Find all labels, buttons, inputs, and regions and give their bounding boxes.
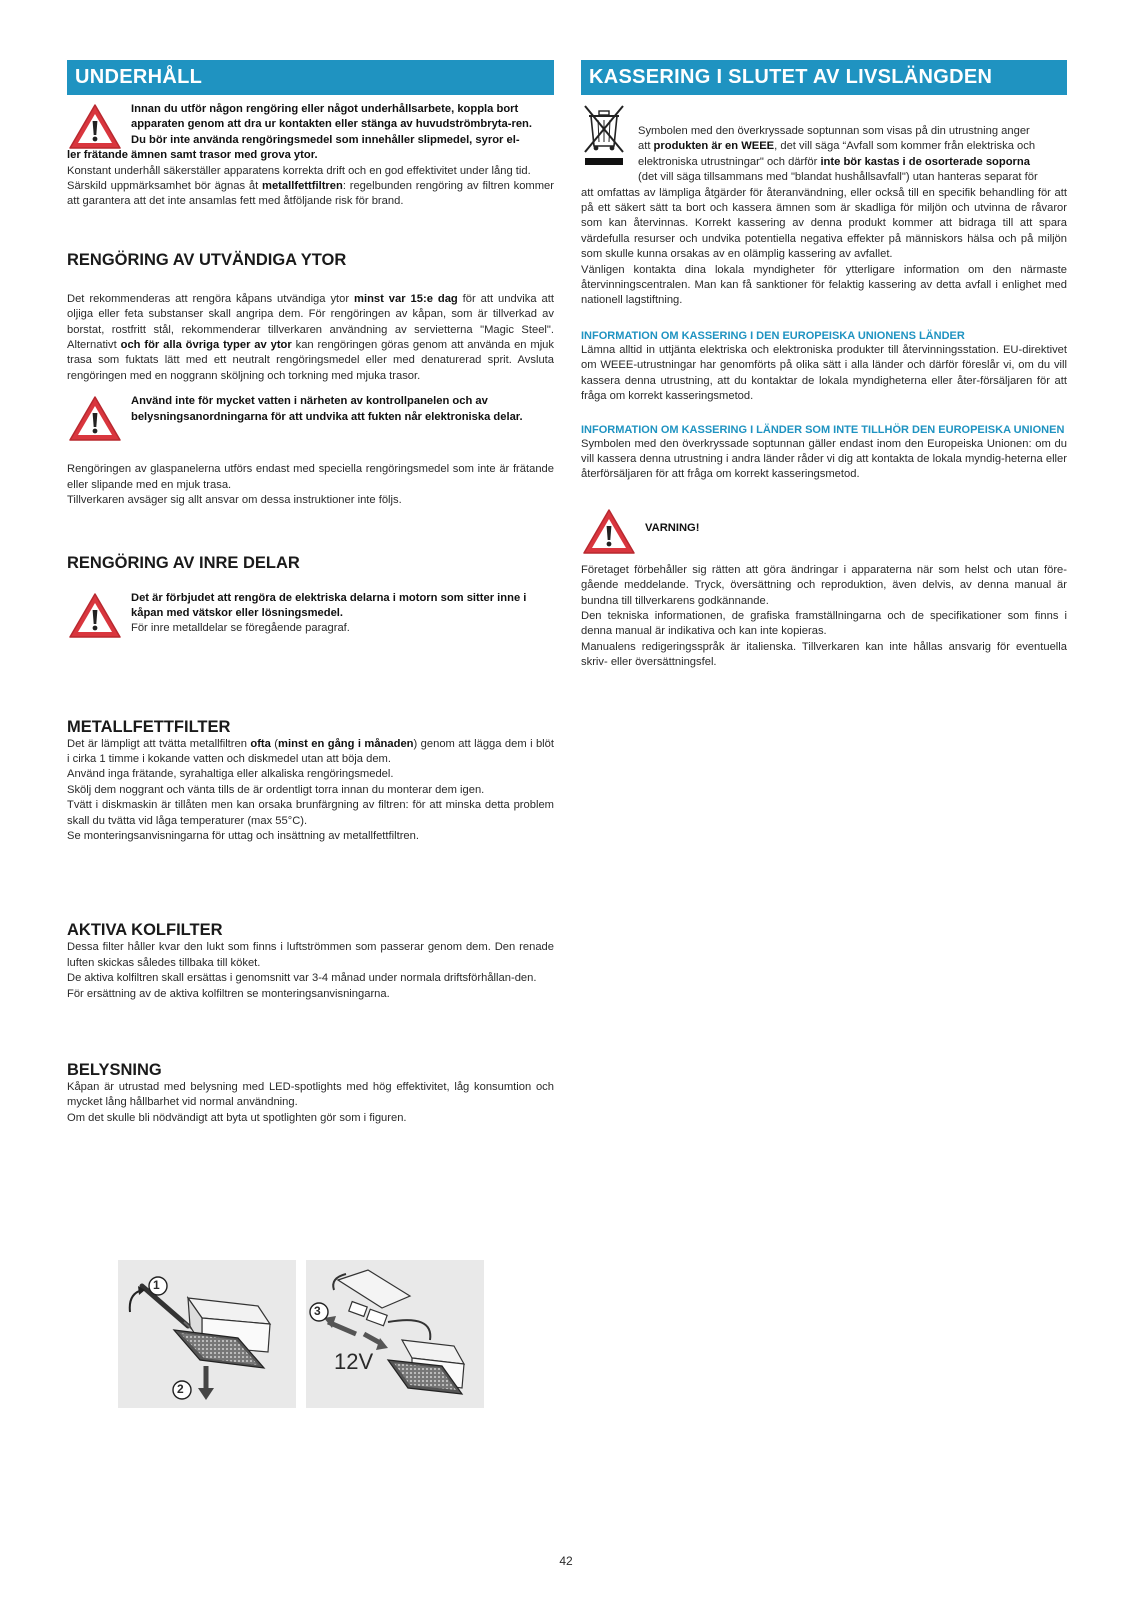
warning-icon (67, 394, 123, 444)
paragraph-carbon-filter-purpose: Dessa filter håller kvar den lukt som finns i luftströmmen som passerar genom dem. Den renade luften skickas således tillbaka till köket. (67, 941, 554, 969)
paragraph-language: Manualens redigeringsspråk är italienska. Tillverkaren kan inte hållas ansvarig för eventuella skriv- eller översättningsfel. (581, 640, 1067, 669)
paragraph-eu-disposal: Lämna alltid in uttjänta elektriska och elektroniska produkter till återvinningsstation. EU-direktivet om WEEE-utrustningar har genomförts på olika sätt i alla länder och därför föreslår vi, om du vill kassera denna utrustning, att du kontaktar de lokala myndigheterna eller åter-försäljaren för att fråga om korrekt kasseringsmetod. (581, 343, 1067, 403)
warning-block-water (67, 394, 554, 446)
paragraph-no-corrosive: Använd inga frätande, syrahaltiga eller alkaliska rengöringsmedel. (67, 768, 394, 781)
weee-line-1: Symbolen med den överkryssade soptunnan som visas på din utrustning anger (638, 125, 1030, 137)
warning-icon (67, 591, 123, 641)
paragraph-weee-contact: Vänligen kontakta dina lokala myndigheter för ytterligare information om den närmaste återvinningscentralen. Man kan få sanktioner för felaktig kassering av detta avfall i enlighet med nationell lagstiftning. (581, 263, 1067, 307)
warning-text-disconnect: Innan du utför någon rengöring eller något underhållsarbete, koppla bort apparaten genom att dra ur kontakten eller stänga av huvudströmbryta-ren. (131, 103, 532, 131)
led-removal-illustration (118, 1260, 296, 1408)
paragraph-dishwasher: Tvätt i diskmaskin är tillåten men kan orsaka brunfärgning av filtren: för att minska detta problem skall du tvätta vid låga temperaturer (max 55°C). (67, 799, 554, 827)
right-column (581, 60, 1067, 671)
figure-led-disconnect (306, 1260, 484, 1408)
step-label-1: 1 (153, 1278, 160, 1292)
warning-text-metal-parts: För inre metalldelar se föregående paragraf. (131, 622, 350, 635)
paragraph-grease-filter-attention: Särskild uppmärksamhet bör ägnas åt metallfettfiltren: regelbunden rengöring av filtren kommer att garantera att det inte ansamlas fett med åtföljande risk för brand. (67, 180, 555, 208)
warning-block-general (581, 507, 1067, 559)
paragraph-exterior-cleaning: Det rekommenderas att rengöra kåpans utvändiga ytor minst var 15:e dag för att undvika att oljiga eller feta substanser skall angripa dem. För rengöringen av kåpan, som är tillverkad av borstat, rostfritt stål, rekommenderar tillverkaren användning av servietterna "Magic Steel". Alternativt och för alla övriga typer av ytor kan rengöringen göras genom att använda en mjuk trasa som fuktats lätt med ett neutralt rengöringsmedel eller med denaturerad sprit. Avsluta rengöringen med en noggrann sköljning och torkning med mjuka trasor. (67, 292, 554, 382)
warning-text-electrical: Det är förbjudet att rengöra de elektriska delarna i motorn som sitter inne i kåpan med vätskor eller lösningsmedel. (131, 591, 527, 619)
weee-line-3: elektroniska utrustningar" och därför inte bör kastas i de osorterade soporna (638, 155, 1030, 168)
warning-icon (581, 507, 637, 557)
paragraph-mounting-ref: Se monteringsanvisningarna för uttag och insättning av metallfettfiltren. (67, 829, 419, 842)
warning-block-disconnect (67, 102, 554, 148)
heading-lighting: BELYSNING (67, 1060, 162, 1079)
heading-exterior-cleaning: RENGÖRING AV UTVÄNDIGA YTOR (67, 250, 347, 269)
weee-block (581, 102, 1067, 186)
warning-label: VARNING! (645, 521, 700, 534)
warning-text-abrasive-2: ler frätande ämnen samt trasor med grova ytor. (67, 149, 318, 162)
left-column (67, 60, 554, 1126)
warning-text-water: Använd inte för mycket vatten i närheten av kontrollpanelen och av belysningsanordningarna för att undvika att fukten når elektroniska delar. (131, 395, 523, 423)
weee-line-4: (det vill säga tillsammans med "blandat hushållsavfall") utan hanteras separat för (638, 171, 1038, 184)
paragraph-lighting-led: Kåpan är utrustad med belysning med LED-spotlights med hög effektivitet, låg konsumtion och mycket lång hållbarhet vid normal användning. (67, 1080, 554, 1109)
paragraph-lighting-replace: Om det skulle bli nödvändigt att byta ut spotlighten gör som i figuren. (67, 1111, 407, 1124)
warning-text-abrasive-1: Du bör inte använda rengöringsmedel som innehåller slipmedel, syror el- (131, 133, 520, 146)
voltage-label: 12V (334, 1349, 374, 1374)
warning-icon (67, 102, 123, 152)
heading-grease-filter: METALLFETTFILTER (67, 717, 231, 736)
weee-line-2: att produkten är en WEEE, det vill säga “Avfall som kommer från elektriska och (638, 140, 1036, 153)
section-banner-underhall: UNDERHÅLL (67, 60, 554, 95)
paragraph-grease-filter-wash: Det är lämpligt att tvätta metallfiltren ofta (minst en gång i månaden) genom att lägga dem i blöt i cirka 1 timme i kokande vatten och diskmedel utan att böja dem. (67, 737, 554, 765)
heading-carbon-filter: AKTIVA KOLFILTER (67, 921, 223, 940)
paragraph-carbon-filter-ref: För ersättning av de aktiva kolfiltren se monteringsanvisningarna. (67, 987, 390, 1000)
paragraph-rinse: Skölj dem noggrant och vänta tills de är ordentligt torra innan du monterar dem igen. (67, 783, 485, 796)
figure-led-removal (118, 1260, 296, 1408)
paragraph-technical-info: Den tekniska informationen, de grafiska framställningarna och de specifikationer som finns i denna manual är indikativa och kan inte kopieras. (581, 609, 1067, 638)
heading-non-eu-disposal: INFORMATION OM KASSERING I LÄNDER SOM INTE TILLHÖR DEN EUROPEISKA UNIONEN (581, 423, 1065, 436)
crossed-bin-icon (581, 102, 627, 170)
warning-block-electrical (67, 591, 554, 643)
paragraph-liability: Tillverkaren avsäger sig allt ansvar om dessa instruktioner inte följs. (67, 494, 402, 507)
led-disconnect-illustration (306, 1260, 484, 1408)
paragraph-non-eu-disposal: Symbolen med den överkryssade soptunnan gäller endast inom den Europeiska Unionen: om du vill kassera denna utrustning i andra länder råder vi dig att kontakta de lokala myndig-heterna eller återförsäljaren för att fråga om korrekt kasseringsmetod. (581, 437, 1067, 481)
page-number: 42 (559, 1554, 573, 1568)
heading-interior-cleaning: RENGÖRING AV INRE DELAR (67, 553, 300, 572)
step-label-3: 3 (314, 1304, 321, 1318)
paragraph-changes-reserved: Företaget förbehåller sig rätten att göra ändringar i apparaterna när som helst och utan före-gående meddelande. Tryck, översättning och reproduktion, även delvis, av denna manual är bundna till tillverkarens godkännande. (581, 563, 1067, 607)
paragraph-maintenance-intro: Konstant underhåll säkerställer apparatens korrekta drift och en god effektivitet under lång tid. (67, 164, 531, 177)
heading-eu-disposal: INFORMATION OM KASSERING I DEN EUROPEISKA UNIONENS LÄNDER (581, 329, 965, 342)
paragraph-weee-treatment: att omfattas av lämpliga åtgärder för återanvändning, eller också till en specifik behandling för att på ett säkert sätt ta bort och kassera ämnen som är skadliga för miljön och utvinna de råvaror som kan återvinnas. Korrekt kassering av denna produkt kommer att bidraga till att spara värdefulla resurser och undvika potentiella negativa effekter på människors hälsa och på miljön som skulle kunna orsakas av en olämplig kassering av avfallet. (581, 186, 1067, 261)
paragraph-carbon-filter-replace: De aktiva kolfiltren skall ersättas i genomsnitt var 3-4 månad under normala driftsförhållan-den. (67, 972, 537, 985)
paragraph-glass-panels: Rengöringen av glaspanelerna utförs endast med speciella rengöringsmedel som inte är frätande eller slipande med en mjuk trasa. (67, 463, 554, 491)
section-banner-disposal: KASSERING I SLUTET AV LIVSLÄNGDEN (581, 60, 1067, 95)
step-label-2: 2 (177, 1382, 184, 1396)
